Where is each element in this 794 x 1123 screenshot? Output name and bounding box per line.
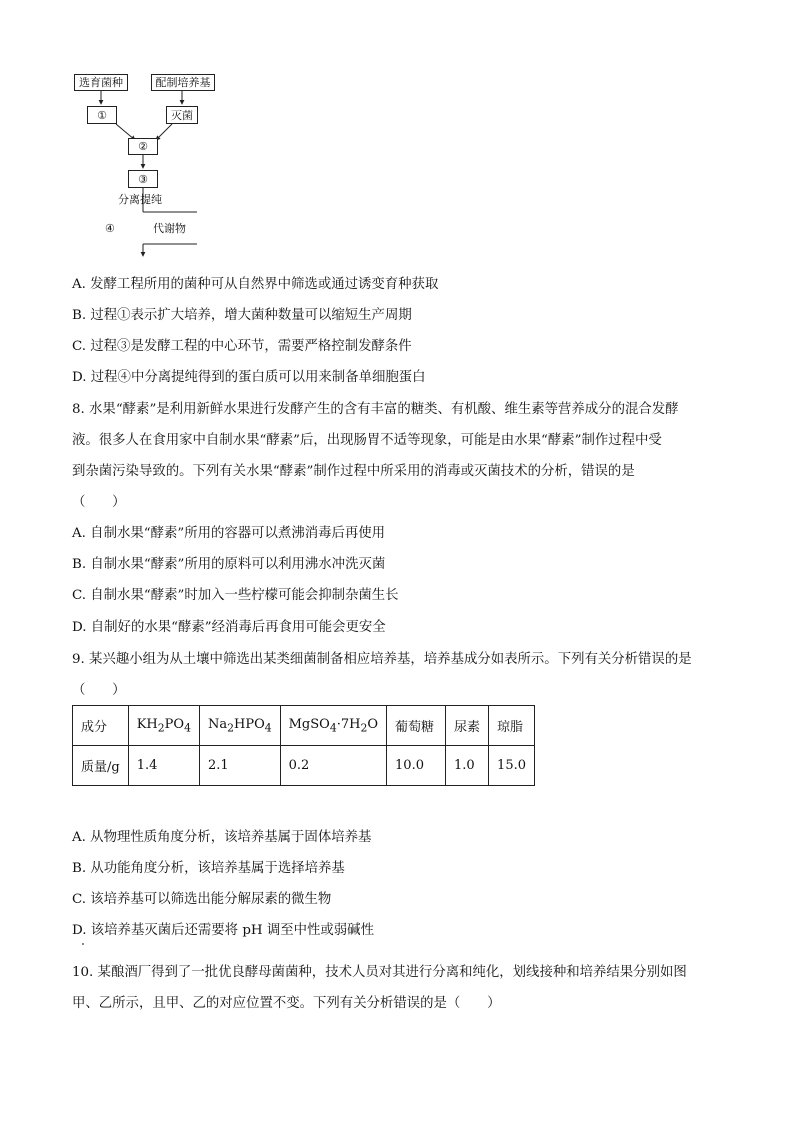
table-cell-row-label: 质量/g [73,746,129,786]
q7-option-c: C. 过程③是发酵工程的中心环节，需要严格控制发酵条件 [72,339,412,354]
box-step-1: ① [87,106,117,124]
label-separate-purify: 分离提纯 [118,193,162,206]
q8-option-d: D. 自制好的水果“酵素”经消毒后再食用可能会更安全 [72,620,386,635]
q9-option-c: C. 该培养基可以筛选出能分解尿素的微生物 [72,892,332,907]
table-cell-agar: 琼脂 [489,706,535,746]
flow-arrows [60,66,230,266]
box-step-2: ② [128,138,158,155]
box-prepare-medium: 配制培养基 [151,74,215,91]
label-metabolite: 代谢物 [153,222,186,235]
q9-option-b: B. 从功能角度分析，该培养基属于选择培养基 [72,861,345,876]
stray-dot [82,943,84,945]
q9-option-a: A. 从物理性质角度分析，该培养基属于固体培养基 [72,830,372,845]
table-cell-value: 0.2 [280,746,386,786]
q8-option-c: C. 自制水果“酵素”时加入一些柠檬可能会抑制杂菌生长 [72,588,399,603]
table-cell-value: 2.1 [199,746,280,786]
q10-stem-line-1: 10. 某酿酒厂得到了一批优良酵母菌菌种，技术人员对其进行分离和纯化，划线接种和培养结果分别如图 [72,965,687,980]
table-cell-urea: 尿素 [446,706,489,746]
box-step-3: ③ [128,170,158,188]
table-cell-mgso4: $MgSO_4\cdot 7H_2O$ [280,706,386,746]
table-cell-value: 10.0 [387,746,446,786]
table-cell-header-label: 成分 [73,706,129,746]
q9-stem-line-1: 9. 某兴趣小组为从土壤中筛选出某类细菌制备相应培养基，培养基成分如表所示。下列有关分析错误的是 [72,652,692,667]
label-step-4: ④ [105,222,115,235]
box-sterilize: 灭菌 [166,106,198,124]
fermentation-flow-diagram [60,66,230,266]
q10-stem-line-2: 甲、乙所示，且甲、乙的对应位置不变。下列有关分析错误的是（ ） [72,996,501,1011]
table-cell-glucose: 葡萄糖 [387,706,446,746]
table-cell-value: 1.4 [128,746,199,786]
q8-option-b: B. 自制水果“酵素”所用的原料可以利用沸水冲洗灭菌 [72,557,386,572]
table-row-mass [73,746,535,786]
table-header-row [73,706,535,746]
q9-answer-bracket: （ ） [72,683,126,698]
table-cell-kh2po4: $KH_2PO_4$ [128,706,199,746]
q7-option-d: D. 过程④中分离提纯得到的蛋白质可以用来制备单细胞蛋白 [72,370,426,385]
q8-answer-bracket: （ ） [72,495,126,510]
table-cell-value: 1.0 [446,746,489,786]
table-cell-value: 15.0 [489,746,535,786]
q7-option-b: B. 过程①表示扩大培养，增大菌种数量可以缩短生产周期 [72,308,412,323]
q8-option-a: A. 自制水果“酵素”所用的容器可以煮沸消毒后再使用 [72,526,386,541]
q7-option-a: A. 发酵工程所用的菌种可从自然界中筛选或通过诱变育种获取 [72,277,439,292]
table-cell-na2hpo4: $Na_2HPO_4$ [199,706,280,746]
q8-stem-line-1: 8. 水果“酵素”是利用新鲜水果进行发酵产生的含有丰富的糖类、有机酸、维生素等营养成分的混合发酵 [72,402,679,417]
box-select-strain: 选育菌种 [74,74,128,91]
q9-option-d: D. 该培养基灭菌后还需要将 pH 调至中性或弱碱性 [72,923,374,938]
q8-stem-line-3: 到杂菌污染导致的。下列有关水果“酵素”制作过程中所采用的消毒或灭菌技术的分析，错误的是 [72,464,635,479]
q8-stem-line-2: 液。很多人在食用家中自制水果“酵素”后，出现肠胃不适等现象，可能是由水果“酵素”制作过程中受 [72,433,662,448]
medium-composition-table [72,705,535,786]
